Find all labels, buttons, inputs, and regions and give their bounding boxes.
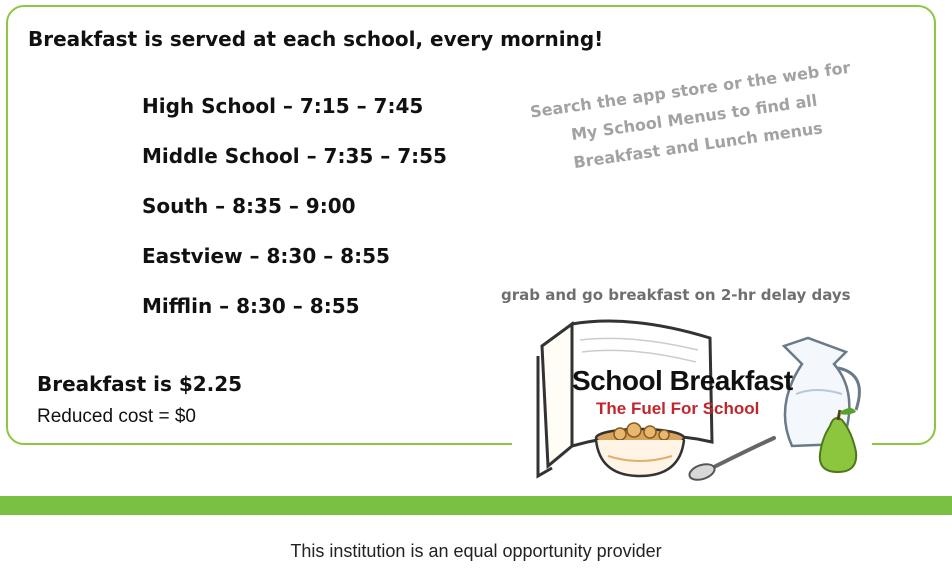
footer-text: This institution is an equal opportunity provider [290, 541, 662, 561]
spoon-icon [687, 438, 774, 483]
school-breakfast-logo [512, 316, 872, 484]
headline: Breakfast is served at each school, every morning! [28, 27, 604, 51]
cereal-bowl-icon [596, 423, 684, 476]
schedule-item-eastview: Eastview – 8:30 – 8:55 [142, 244, 390, 268]
delay-day-note: grab and go breakfast on 2-hr delay days [501, 286, 851, 304]
price-text: Breakfast is $2.25 [37, 372, 243, 396]
reduced-cost-text: Reduced cost = $0 [37, 406, 196, 427]
schedule-item-mifflin: Mifflin – 8:30 – 8:55 [142, 294, 360, 318]
logo-title: School Breakfast [572, 365, 793, 396]
schedule-item-middle-school: Middle School – 7:35 – 7:55 [142, 144, 447, 168]
logo-subtitle: The Fuel For School [596, 399, 760, 418]
app-store-note: Search the app store or the web for My School Menus to find all Breakfast and Lunch menus [528, 57, 852, 173]
schedule-list [142, 92, 447, 342]
footer-accent-bar [0, 496, 952, 515]
schedule-item-high-school: High School – 7:15 – 7:45 [142, 94, 424, 118]
schedule-item-south: South – 8:35 – 9:00 [142, 194, 356, 218]
